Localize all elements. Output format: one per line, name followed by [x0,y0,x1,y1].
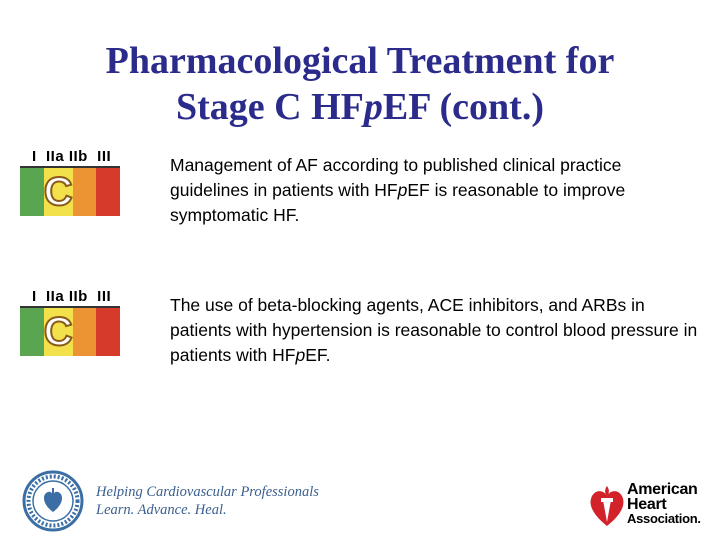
title-line-1: Pharmacological Treatment for [105,40,615,82]
title-line-2-post: EF (cont.) [382,86,544,128]
rec-text-b: EF. [305,345,331,365]
class-iia-segment [44,308,73,356]
aha-line-3: Association. [627,511,701,526]
class-i-segment [20,168,44,216]
rec-text-b: EF is reasonable to improve symptomatic HF. [170,180,626,225]
title-line-2-p: p [363,86,383,128]
title-line-2 [0,84,720,130]
level-of-evidence-letter: C [43,310,73,354]
rec-text-a: The use of beta-blocking agents, ACE inhibitors, and ARBs in patients with hypertension is reasonable to control blood pressure in patients with HF [170,295,698,365]
class-iib-segment [73,308,97,356]
title-line-2-pre: Stage C HF [176,86,364,128]
class-header: I IIa IIb III [32,288,112,305]
aha-wordmark [627,482,701,526]
class-iia-segment [44,168,73,216]
aha-line-2: Heart [627,496,667,513]
heart-torch-icon [588,478,626,528]
class-of-recommendation-box [20,166,120,216]
class-iii-segment [96,168,120,216]
class-i-segment [20,308,44,356]
acc-tagline-line-1: Helping Cardiovascular Professionals [96,484,319,500]
rec-text-a: Management of AF according to published clinical practice guidelines in patients with HF [170,155,622,200]
slide-title [0,38,720,130]
acc-tagline-line-2: Learn. Advance. Heal. [96,502,227,518]
class-header: I IIa IIb III [32,148,112,165]
level-of-evidence-letter: C [43,170,73,214]
rec-text-p: p [295,345,306,365]
class-of-recommendation-box [20,306,120,356]
class-iib-segment [73,168,97,216]
rec-text-p: p [397,180,408,200]
class-iii-segment [96,308,120,356]
aha-line-1: American [627,481,698,498]
acc-tagline [96,483,319,519]
recommendation-text [170,153,700,228]
recommendation-text [170,293,700,368]
acc-seal-icon [22,470,84,532]
